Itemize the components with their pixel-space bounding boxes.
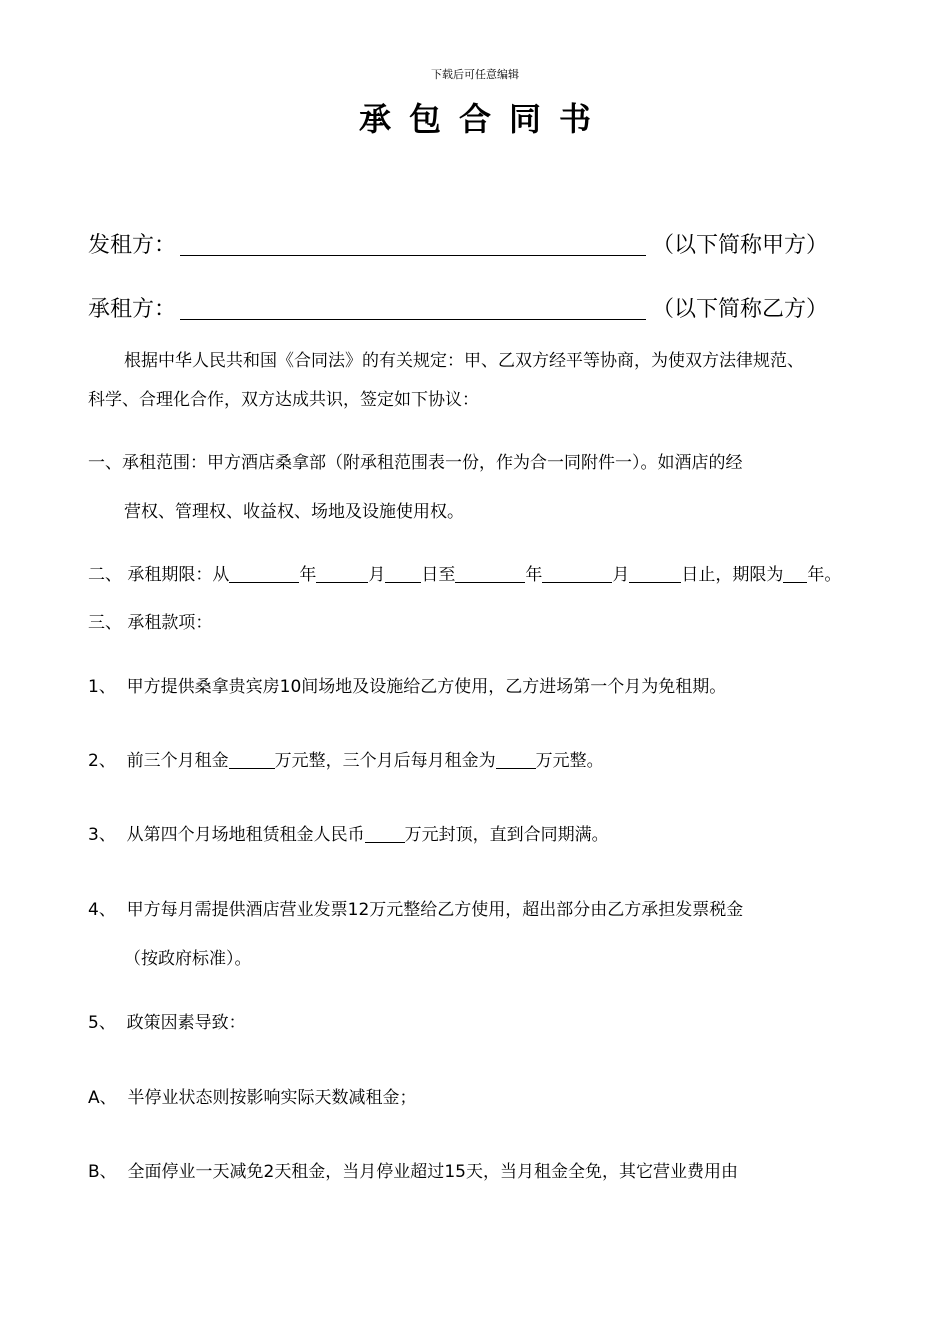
end-year-blank[interactable] xyxy=(455,565,525,583)
item-a xyxy=(88,1083,416,1108)
years-label: 年。 xyxy=(807,565,842,585)
party-b-suffix: （以下简称乙方） xyxy=(652,297,829,322)
item-number-value: 10 xyxy=(279,677,302,697)
item-2 xyxy=(88,746,604,771)
item-text: 甲方每月需提供酒店营业发票 xyxy=(126,900,348,920)
start-month-blank[interactable] xyxy=(316,565,368,583)
term-years-blank[interactable] xyxy=(783,565,807,583)
item-text: 天，当月租金全免，其它营业费用由 xyxy=(465,1162,738,1182)
end-day-blank[interactable] xyxy=(629,565,681,583)
intro-line-1: 根据中华人民共和国《合同法》的有关规定：甲、乙双方经平等协商，为使双方法律规范、 xyxy=(124,351,804,371)
item-4 xyxy=(88,895,743,920)
party-a-suffix: （以下简称甲方） xyxy=(652,233,829,258)
first-rent-blank[interactable] xyxy=(229,751,275,769)
party-b-blank[interactable] xyxy=(180,297,646,320)
section1-line-2: 营权、管理权、收益权、场地及设施使用权。 xyxy=(124,502,464,522)
item-3 xyxy=(88,820,609,845)
item-text: 间场地及设施给乙方使用，乙方进场第一个月为免租期。 xyxy=(301,677,727,697)
day-label-1: 日至 xyxy=(421,565,456,585)
intro-line-2: 科学、合理化合作，双方达成共识，签定如下协议： xyxy=(88,390,479,410)
monthly-rent-blank[interactable] xyxy=(496,751,536,769)
item-number: 3、 xyxy=(88,825,116,845)
party-a-label: 发租方： xyxy=(88,233,177,258)
item-4-line-2: （按政府标准）。 xyxy=(124,949,252,969)
item-1 xyxy=(88,672,726,697)
month-label-2: 月 xyxy=(612,565,630,585)
item-text: 半停业状态则按影响实际天数减租金； xyxy=(127,1088,417,1108)
party-b-line xyxy=(88,292,828,323)
party-b-label: 承租方： xyxy=(88,297,177,322)
day-label-2: 日止，期限为 xyxy=(681,565,784,585)
item-number: 1、 xyxy=(88,677,116,697)
item-number: B、 xyxy=(88,1162,117,1182)
item-number-value: 2 xyxy=(263,1162,275,1182)
item-text: 万元整，三个月后每月租金为 xyxy=(274,751,496,771)
item-text: 甲方提供桑拿贵宾房 xyxy=(126,677,280,697)
item-text: 万元整。 xyxy=(535,751,604,771)
year-label-2: 年 xyxy=(525,565,543,585)
party-a-blank[interactable] xyxy=(180,233,646,256)
section2-prefix: 二、 承租期限：从 xyxy=(88,565,230,585)
item-number: 4、 xyxy=(88,900,116,920)
item-b xyxy=(88,1157,738,1182)
item-number-value: 12 xyxy=(347,900,370,920)
item-5 xyxy=(88,1008,246,1033)
item-number: 2、 xyxy=(88,751,116,771)
rent-cap-blank[interactable] xyxy=(365,825,405,843)
year-label-1: 年 xyxy=(299,565,317,585)
end-month-blank[interactable] xyxy=(542,565,612,583)
item-number: A、 xyxy=(88,1088,117,1108)
section3-heading: 三、 承租款项： xyxy=(88,613,213,633)
item-text: 从第四个月场地租赁租金人民币 xyxy=(126,825,365,845)
item-text: 政策因素导致： xyxy=(126,1013,246,1033)
item-text: 万元整给乙方使用，超出部分由乙方承担发票税金 xyxy=(369,900,744,920)
start-year-blank[interactable] xyxy=(229,565,299,583)
party-a-line xyxy=(88,228,828,259)
item-text: 前三个月租金 xyxy=(126,751,229,771)
section1-line-1: 一、承租范围：甲方酒店桑拿部（附承租范围表一份，作为合一同附件一）。如酒店的经 xyxy=(88,453,743,473)
section2-term xyxy=(88,560,841,585)
item-number: 5、 xyxy=(88,1013,116,1033)
start-day-blank[interactable] xyxy=(385,565,421,583)
contract-title: 承包合同书 xyxy=(358,100,609,138)
item-text: 全面停业一天减免 xyxy=(127,1162,264,1182)
item-text: 天租金，当月停业超过 xyxy=(274,1162,445,1182)
item-number-value: 15 xyxy=(444,1162,466,1182)
item-text: 万元封顶，直到合同期满。 xyxy=(404,825,609,845)
month-label-1: 月 xyxy=(368,565,386,585)
header-note: 下载后可任意编辑 xyxy=(431,68,519,81)
